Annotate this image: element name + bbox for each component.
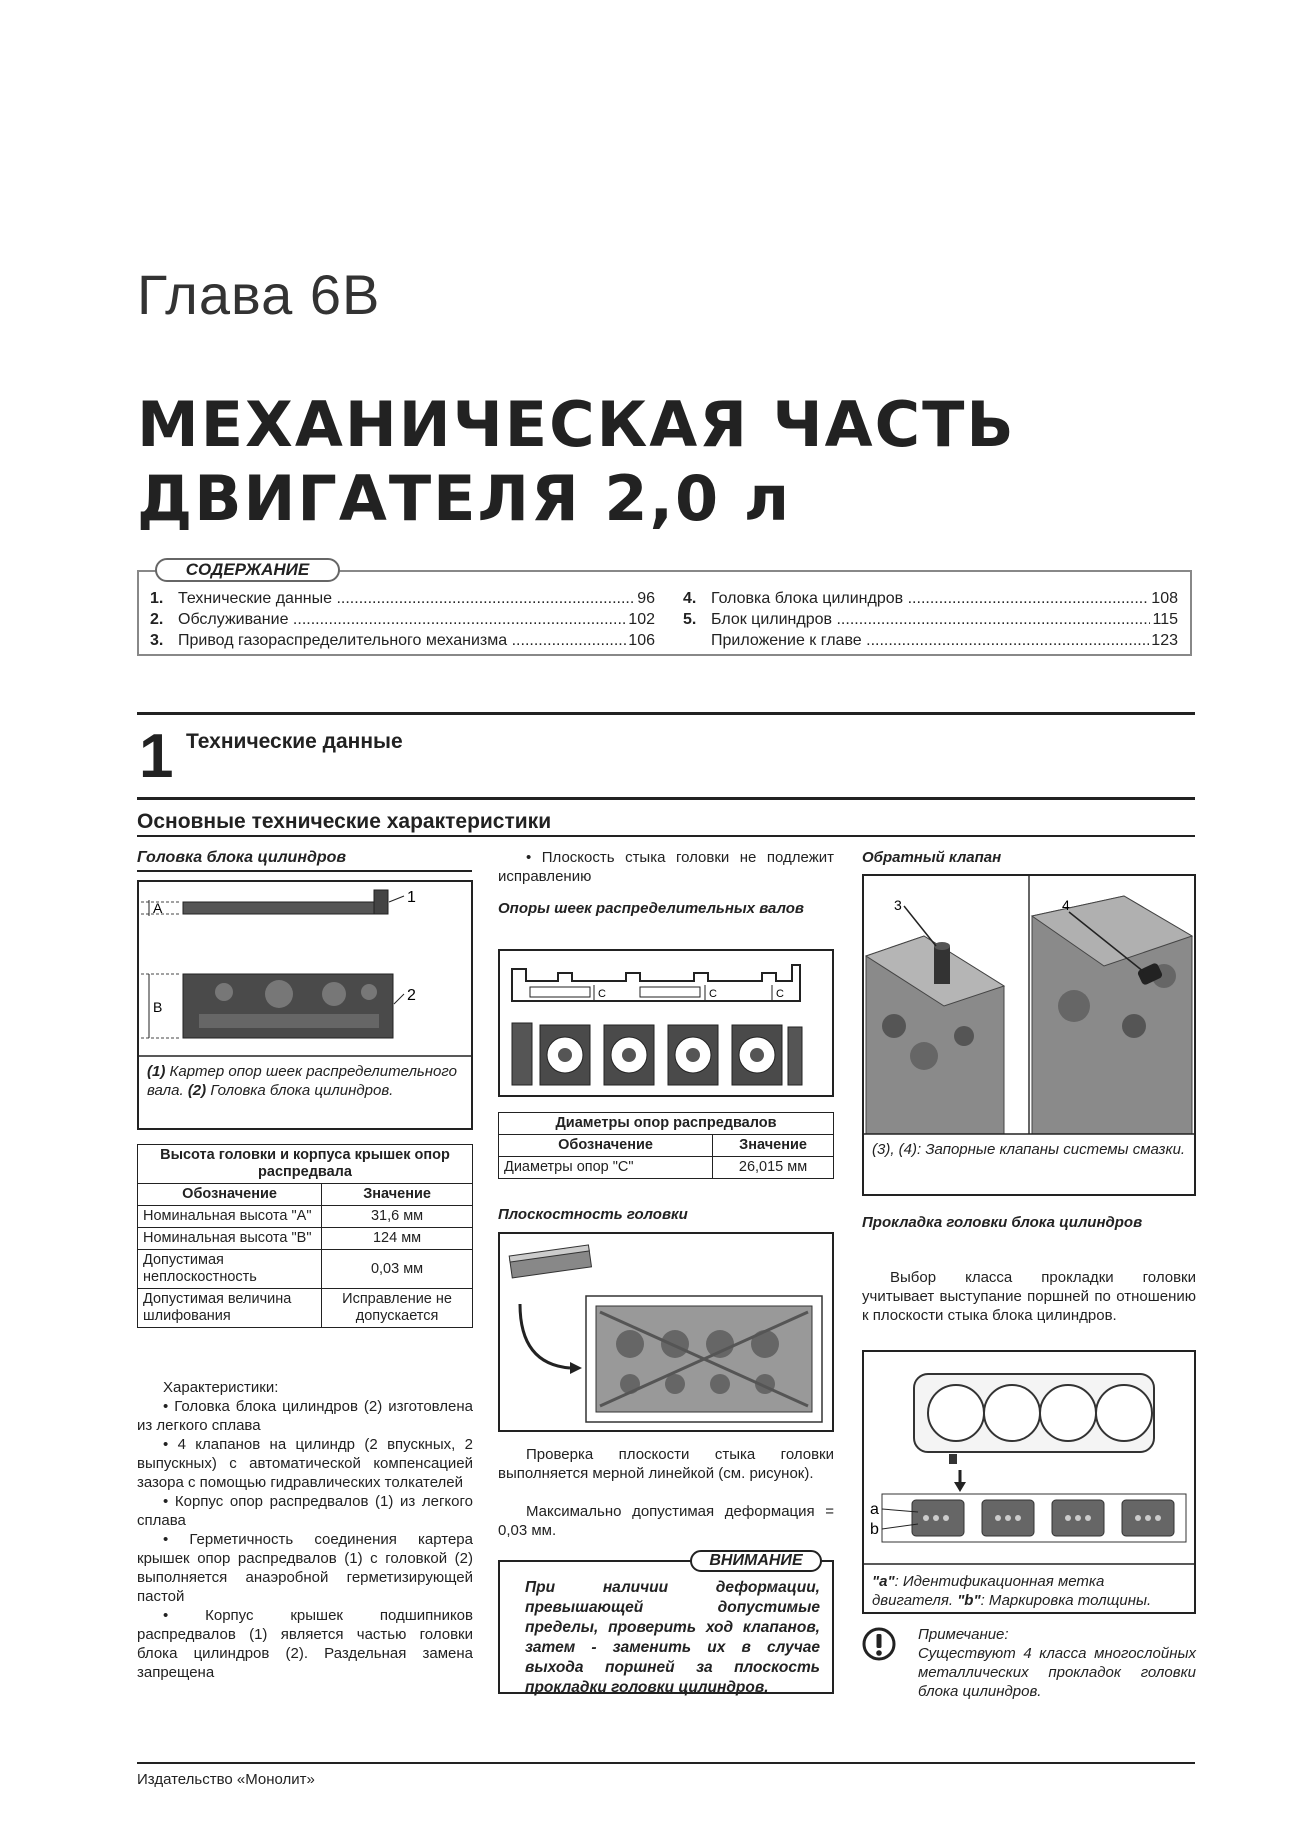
table-header: Обозначение <box>138 1184 322 1206</box>
toc-text: Головка блока цилиндров ..... <box>711 588 1149 609</box>
col1-heading: Головка блока цилиндров <box>137 849 347 866</box>
toc-item[interactable] <box>150 630 655 651</box>
caption-text: Картер опор шеек распределительного вала. <box>147 1063 457 1099</box>
table-title: Высота головки и корпуса крышек опор распредвала <box>138 1145 473 1184</box>
toc-item[interactable] <box>683 588 1178 609</box>
list-item: • Герметичность соединения картера крышек опор распредвалов (1) с головкой (2) выполняется анаэробной герметизирующей пастой <box>137 1531 473 1605</box>
fig-label-1: 1 <box>407 889 416 906</box>
table-header: Значение <box>322 1184 473 1206</box>
table-cell: Допустимая величина шлифования <box>138 1289 322 1328</box>
bullet-top: • Плоскость стыка головки не подлежит исправлению <box>498 849 834 885</box>
table-row <box>138 1228 473 1250</box>
feature-text: Головка блока цилиндров (2) изготовлена из легкого сплава <box>137 1398 474 1434</box>
check-valve-figure <box>862 874 1196 1196</box>
table-cell: Диаметры опор "С" <box>499 1157 713 1179</box>
toc-page: 123 <box>1151 632 1178 649</box>
toc-item[interactable] <box>683 630 1178 651</box>
camshaft-supports-figure <box>498 949 834 1097</box>
list-item: • Корпус крышек подшипников распредвалов (1) является частью головки блока цилиндров (2). Раздельная замена запрещена <box>137 1607 473 1681</box>
table-header: Обозначение <box>499 1135 713 1157</box>
table-cell: 31,6 мм <box>322 1206 473 1228</box>
toc-num: 2. <box>150 611 164 628</box>
table-cell: Исправление не допускается <box>322 1289 473 1328</box>
fig-label-c: C <box>776 988 784 1000</box>
toc-num: 1. <box>150 590 164 607</box>
caption-ref: (2) <box>187 1082 207 1099</box>
caption-text: : Маркировка толщины. <box>980 1592 1152 1609</box>
diameters-table <box>498 1112 834 1179</box>
table-cell: 124 мм <box>322 1228 473 1250</box>
warning-label: ВНИМАНИЕ <box>690 1550 822 1572</box>
toc-page: 108 <box>1151 590 1178 607</box>
toc-item[interactable] <box>150 588 655 609</box>
toc-text: Приложение к главе ..... <box>711 630 1149 651</box>
list-item: • Корпус опор распредвалов (1) из легкого сплава <box>137 1493 473 1529</box>
caption-text: : Идентификационная метка двигателя. <box>872 1573 1105 1609</box>
table-cell: 0,03 мм <box>322 1250 473 1289</box>
note-label: Примечание: <box>918 1626 1009 1643</box>
features-block <box>137 1378 473 1682</box>
gasket-figure <box>862 1350 1196 1614</box>
supports-heading: Опоры шеек распределительных валов <box>498 900 804 917</box>
toc-page: 106 <box>628 632 655 649</box>
feature-text: Герметичность соединения картера крышек опор распредвалов (1) с головкой (2) выполняется анаэробной герметизирующей пастой <box>137 1531 473 1605</box>
gasket-heading: Прокладка головки блока цилиндров <box>862 1214 1143 1231</box>
subsection-title: Основные технические характеристики <box>137 810 552 833</box>
toc-label: СОДЕРЖАНИЕ <box>155 558 340 582</box>
toc-page: 102 <box>628 611 655 628</box>
section-rule <box>137 712 1195 715</box>
flatness-heading: Плоскостность головки <box>498 1206 688 1223</box>
toc-text: Привод газораспределительного механизма ..... <box>178 630 626 651</box>
toc-num: 3. <box>150 632 164 649</box>
table-row <box>138 1250 473 1289</box>
list-item: • Головка блока цилиндров (2) изготовлена из легкого сплава <box>137 1398 474 1434</box>
feature-text: Корпус опор распредвалов (1) из легкого сплава <box>137 1493 473 1529</box>
gasket-caption <box>872 1572 1188 1610</box>
toc-page: 115 <box>1152 611 1178 628</box>
table-cell: Номинальная высота "В" <box>138 1228 322 1250</box>
table-row <box>138 1206 473 1228</box>
flatness-figure <box>498 1232 834 1432</box>
caption-ref: "b" <box>957 1592 981 1609</box>
table-cell: Допустимая неплоскостность <box>138 1250 322 1289</box>
exclamation-icon <box>862 1627 896 1661</box>
section-rule-2 <box>137 797 1195 800</box>
fig-label-b-gasket: b <box>870 1521 879 1538</box>
note-text: Существуют 4 класса многослойных металлических прокладок головки блока цилиндров. <box>918 1645 1196 1700</box>
fig-label-c: C <box>598 988 606 1000</box>
table-cell: Номинальная высота "А" <box>138 1206 322 1228</box>
fig-label-b: B <box>153 999 163 1015</box>
publisher-footer: Издательство «Монолит» <box>137 1771 315 1788</box>
toc-item[interactable] <box>683 609 1178 630</box>
cylinder-head-caption <box>147 1062 463 1100</box>
warning-text: При наличии деформации, превышающей допустимые пределы, проверить ход клапанов, затем - заменить их в случае выхода поршней за плоскость прокладки головки цилиндров. <box>525 1579 820 1696</box>
title-line-1: МЕХАНИЧЕСКАЯ ЧАСТЬ <box>137 388 1016 461</box>
fig-label-4: 4 <box>1062 897 1070 913</box>
section-number: 1 <box>139 722 174 791</box>
caption-ref: "a" <box>872 1573 895 1590</box>
caption-ref: (1) <box>147 1063 166 1080</box>
valve-caption: (3), (4): Запорные клапаны системы смазки. <box>872 1141 1186 1158</box>
bullet-text: Плоскость стыка головки не подлежит исправлению <box>498 849 834 885</box>
feature-text: 4 клапанов на цилиндр (2 впускных, 2 выпускных) с автоматической компенсацией зазора с помощью гидравлических толкателей <box>137 1436 473 1491</box>
toc-text: Технические данные ..... <box>178 588 635 609</box>
features-title: Характеристики: <box>163 1379 279 1396</box>
fig-label-2: 2 <box>407 987 416 1004</box>
table-title: Диаметры опор распредвалов <box>499 1113 834 1135</box>
table-row <box>499 1157 834 1179</box>
footer-rule <box>137 1762 1195 1764</box>
toc-text: Блок цилиндров ..... <box>711 609 1150 630</box>
chapter-heading: Глава 6В <box>137 263 381 326</box>
flatness-text-1: Проверка плоскости стыка головки выполняется мерной линейкой (см. рисунок). <box>498 1446 834 1482</box>
toc-num <box>683 630 711 651</box>
fig-label-a: A <box>153 900 163 916</box>
table-row <box>138 1289 473 1328</box>
page-title <box>137 388 1016 536</box>
toc-item[interactable] <box>150 609 655 630</box>
toc-num: 5. <box>683 611 697 628</box>
gasket-text: Выбор класса прокладки головки учитывает выступание поршней по отношению к плоскости стыка блока цилиндров. <box>862 1269 1196 1324</box>
cylinder-head-figure <box>137 880 473 1130</box>
toc-num: 4. <box>683 590 697 607</box>
table-cell: 26,015 мм <box>713 1157 834 1179</box>
flatness-text-2: Максимально допустимая деформация = 0,03 мм. <box>498 1503 834 1539</box>
height-table <box>137 1144 473 1328</box>
fig-label-a-gasket: a <box>870 1501 879 1518</box>
col1-heading-rule <box>137 870 472 872</box>
caption-text: Головка блока цилиндров. <box>206 1082 394 1099</box>
list-item: • 4 клапанов на цилиндр (2 впускных, 2 выпускных) с автоматической компенсацией зазора с помощью гидравлических толкателей <box>137 1436 473 1491</box>
toc-page: 96 <box>637 590 655 607</box>
feature-text: Корпус крышек подшипников распредвалов (1) является частью головки блока цилиндров (2). Раздельная замена запрещена <box>137 1607 473 1681</box>
toc-text: Обслуживание ..... <box>178 609 626 630</box>
section-title: Технические данные <box>186 730 403 753</box>
table-header: Значение <box>713 1135 834 1157</box>
subsection-rule <box>137 835 1195 837</box>
fig-label-c: C <box>709 988 717 1000</box>
valve-heading: Обратный клапан <box>862 849 1002 866</box>
fig-label-3: 3 <box>894 897 902 913</box>
title-line-2: ДВИГАТЕЛЯ 2,0 л <box>137 462 792 535</box>
